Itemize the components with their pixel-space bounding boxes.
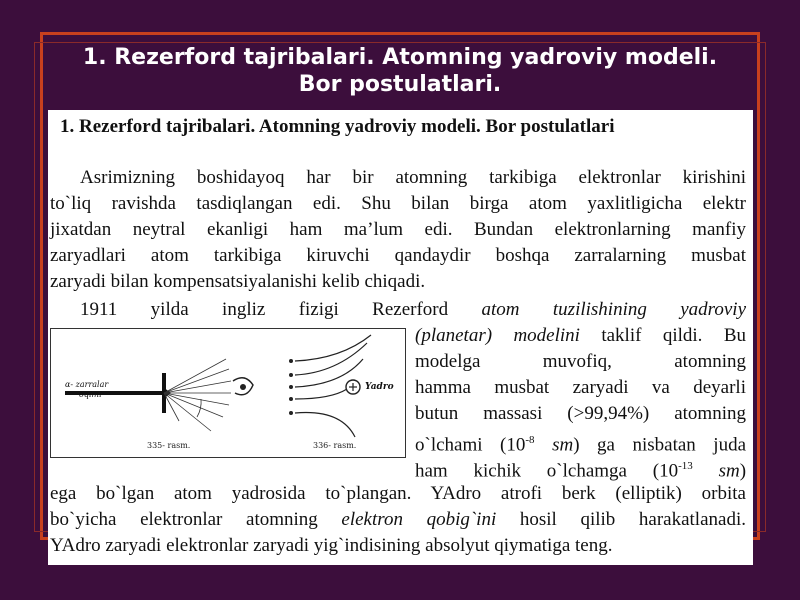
figure-caption-335: 335- rasm.	[147, 441, 191, 450]
paragraph-1-line-3: jixatdan neytral ekanligi ham ma’lum edi. Bundan elektronlarning manfiy	[50, 219, 746, 240]
paragraph-1-line-4: zaryadlari atom tarkibiga kiruvchi qandaydir boshqa zarralarning musbat	[50, 245, 746, 266]
paragraph-2-line-10: YAdro zaryadi elektronlar zaryadi yig`indisining absolyut qiymatiga teng.	[50, 535, 613, 556]
p2-l1-plain: 1911 yilda ingliz fizigi Rezerford	[80, 299, 482, 320]
alpha-beam-label-line-1: α- zarralar	[65, 380, 109, 389]
p2-l7-sup: -13	[678, 460, 693, 472]
slide-title-line-1: 1. Rezerford tajribalari. Atomning yadroviy modeli.	[82, 45, 718, 70]
p2-l9-b: hosil qilib harakatlanadi.	[496, 509, 746, 530]
alpha-beam-label	[65, 380, 108, 400]
paragraph-2-line-4: hamma musbat zaryadi va deyarli	[415, 377, 746, 398]
paragraph-2-line-9	[50, 508, 746, 532]
paragraph-2-line-1	[50, 298, 746, 322]
paragraph-1-line-5: zaryadi bilan kompensatsiyalanishi kelib chiqadi.	[50, 271, 426, 292]
paragraph-2-line-6	[415, 428, 746, 457]
p2-l6-c: ) ga nisbatan juda	[573, 434, 747, 456]
p2-l2-plain: taklif qildi. Bu	[579, 325, 747, 346]
paragraph-1-line-2: to`liq ravishda tasdiqlangan edi. Shu bilan birga atom yaxlitligicha elektr	[50, 193, 746, 214]
p2-l9-a: bo`yicha elektronlar atomning	[50, 509, 342, 530]
rutherford-experiment-figure	[50, 328, 406, 458]
p2-l7-unit: sm	[718, 460, 740, 482]
p2-l6-unit: sm	[552, 434, 574, 456]
figure-caption-336: 336- rasm.	[313, 441, 357, 450]
p2-l7-b	[693, 460, 719, 481]
p2-l2-italic: (planetar) modelini	[415, 325, 580, 346]
p2-l7-c: )	[739, 460, 747, 482]
paragraph-2-line-8: ega bo`lgan atom yadrosida to`plangan. YAdro atrofi berk (elliptik) orbita	[50, 483, 746, 504]
p2-l9-italic: elektron qobig`ini	[341, 509, 497, 530]
paragraph-1-line-1: Asrimizning boshidayoq har bir atomning tarkibiga elektronlar kirishini	[80, 167, 746, 188]
slide-title	[40, 44, 760, 98]
slide-title-line-2: Bor postulatlari.	[298, 72, 502, 97]
p2-l6-sup: -8	[525, 434, 535, 446]
paragraph-2-line-3: modelga muvofiq, atomning	[415, 351, 746, 372]
paragraph-2-line-5: butun massasi (>99,94%) atomning	[415, 403, 746, 424]
document-scan	[48, 110, 753, 565]
paragraph-2-line-7	[415, 454, 746, 483]
paragraph-2-line-2	[415, 324, 746, 348]
p2-l1-italic: atom tuzilishining yadroviy	[481, 299, 747, 320]
nucleus-label: Yadro	[365, 382, 394, 392]
p2-l7-a: ham kichik o`lchamga (10	[415, 460, 679, 482]
p2-l6-b	[535, 434, 553, 455]
document-heading: 1. Rezerford tajribalari. Atomning yadroviy modeli. Bor postulatlari	[60, 116, 615, 137]
alpha-beam-label-line-2: oqimi	[79, 390, 102, 399]
p2-l6-a: o`lchami (10	[415, 434, 526, 456]
